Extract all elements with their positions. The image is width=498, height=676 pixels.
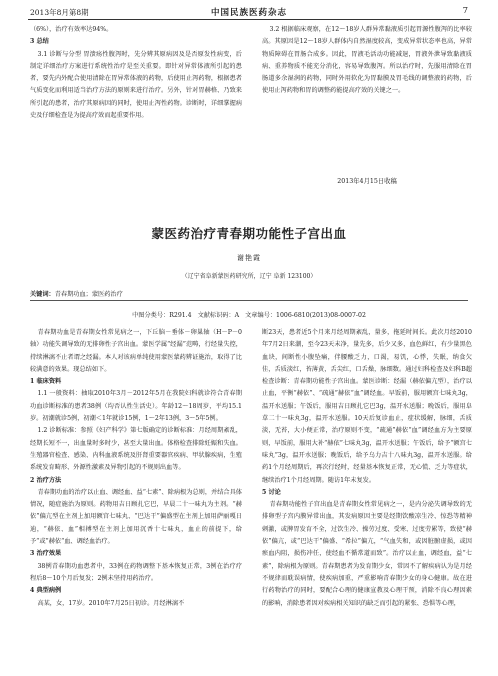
previous-article-right-column (262, 24, 472, 98)
document-code: 文献标识码：A (197, 312, 240, 319)
paragraph: 高某，女，17岁。2010年7月25日初诊。月经淋漓不 (37, 599, 185, 607)
section-heading: 4 典型病例 (30, 587, 62, 595)
article-title: 蒙医药治疗青春期功能性子宫出血 (151, 226, 347, 241)
paragraph: 3.2 根据临床观察，在12～18岁人群异常黏液质引起胃源性腹泻的比率较高。其原因是12～18岁人群体内自然湿度较高，变成异常状态率也高，异常物质障碍在胃肠合成多。因此，胃液毛活动功能减退，胃液外泄导致黏液质病、重养物质不能充分消化，容易导致腹泻。所以治疗时，先服用清除在胃肠道多余湿润的药物，同时外用软化为胃黏膜及胃毛线的调整液的药物，后使用止泻药物和胃的调整药能提高疗效的关键之一。 (262, 26, 472, 95)
previous-article-left-column (30, 24, 242, 122)
keywords-rule (30, 300, 468, 301)
article-right-column (262, 327, 472, 610)
received-date: 2013年4月15日收稿 (337, 178, 397, 185)
section-heading: 3 总结 (30, 38, 49, 46)
running-header (0, 0, 498, 22)
issue-date: 2013年8月第8期 (30, 8, 89, 17)
paragraph: 1.2 诊断标准：参照《妇产科学》第七版确定的诊断标准：月经周期紊乱，经期长短不一，出血量时多时少，甚至大量出血。体格检查排除妊娠和失血。生殖器官检查、感染、内科血液系统及肝肾重要器官疾病、甲状腺疾病，生殖系统发育畸形、外源性激素及异物引起的不规则出血等。 (30, 427, 242, 472)
article-id: 文章编号：1006-6810(2013)08-0007-02 (245, 312, 366, 319)
paragraph: （6%），治疗有效率达94%。 (30, 26, 113, 33)
article-left-column (30, 327, 242, 610)
author-affiliation: （辽宁省阜新蒙医药研究所，辽宁 阜新 123100） (181, 273, 317, 280)
paragraph: 青春期功血是青春期女性常见病之一，下丘脑－垂体－卵巢轴（H－P－0轴）功能失调导致的无排卵性子宫出血。蒙医学属“经漏”范畴，行经量失控，持续淋漓不止者谓之经漏。本人对该病单纯使用蒙医蒙药辨证施治，取得了比较满意的效果。现总结如下。 (30, 329, 242, 373)
paragraph: 38例青春期功血患者中，33例在药物调整下基本恢复正常，3例在治疗疗程后8～10个月后复发；2例未坚持用药治疗。 (30, 562, 242, 582)
keywords-text: 青春期功血；蒙医药治疗 (54, 291, 123, 298)
paragraph: 青春期功血的治疗以止血、调经血、益“七素”、除病根为总则，并结合具体情况，随症施治为原则。药物用吉日顾扎它巴，早晨二十一味丸为主剂。“赫依”偏亢型在主剂上加用额宫七味丸、“巴达干”偏盛型在主剂上加用萨丽嘎日迪，“赫依、血”相搏型在主剂上加用沉香十七味丸，血止的前提下，给予“或”赫依“血、调经血治疗。 (30, 488, 242, 546)
section-heading: 2 治疗方法 (30, 476, 62, 484)
paragraph: 1.1 一般资料：抽取2010年3月－2012年5月在我院妇科就诊符合青春期功血诊断标准的患者38例（均否认性生活史）。年龄12～18周岁，平均15.1岁。初潮就诊5例，初潮＜1年就诊15例，1～2年13例，3～5年5例。 (30, 390, 242, 423)
keywords-line (30, 289, 123, 298)
section-heading: 5 讨论 (262, 488, 281, 496)
paragraph: 3.1 诊断与分型 胃溃疡性腹泻时，先分辨其原病因及是否原发性病变，后制定详细治疗方案进行系统性治疗是至关重要。即针对异常体液所引起的患者，要先内外配合使用清除在胃异常体液的药物，后使用止泻药物，根据患者气质变化而利用适当治疗方法的原则来进行治疗。另外，针对胃赫格、乃致来所引起的患者，治疗其原病因的同时，使用止泻性药物。诊断时，详细掌握病史及仔细检查是为提高疗效而起重要作用。 (30, 50, 242, 120)
page-number: 7 (462, 6, 468, 16)
clc-number: 中图分类号：R291.4 (132, 312, 192, 319)
paragraph: 断23天，患者近5个月来月经周期紊乱，量多，拖延时间长。此次月经2010年7月2日来潮，至今23天未净，量先多，后少又多，血色鲜红，有少量黑色血块，间断性小腹坠痛，伴腰酸乏力，口渴，易饥，心悸，失眠，纳食欠佳，舌质淡红，苔薄黄，舌尖红，口舌燥，脉细数。通过妇科检查及妇科B超检查诊断：青春期功能性子宫出血。蒙医诊断：经漏（赫依偏亢型），治疗以止血，平衡“赫依”、“疏通”赫依“血”调经血。早饭前，服用额宫七味丸3g，温开水送服；午饭后，服用吉日顾扎它巴3g，温开水送服；晚饭后，服用阜草二十一味丸3g，温开水送服。10天后复诊血止，症状缓解，脉细，舌质淡，无苔，大小便正常，治疗原则不变，“疏通”赫依“血”调经血方为主要原则，早饭前，服用大补“赫依”七味丸3g，温开水送服；午饭后，给予“额宫七味丸”3g，温开水送服；晚饭后，给予乌力吉十八味丸3g，温开水送服。给药1个月经周期后，再次行经时，经量基本恢复正常，无心慌、乏力等症状，继续治疗1个月经周期。随访1年未复发。 (262, 329, 472, 484)
classification-row (0, 310, 498, 319)
author-name: 谢艳霞 (237, 254, 261, 262)
journal-name: 中国民族医药杂志 (210, 8, 287, 18)
header-rule (28, 19, 470, 20)
paragraph: 青春期功能性子宫出血是青春期女性常见病之一，是内分泌失调导致的无排卵型子宫内膜异常出血，其发病原因主要是经期饮酸凉生冷、惊恐等精神刺激，或脾胃发育不全，过饮生冷、操劳过度、受寒、过度劳累等，致使“赫依”偏亢，或“巴达干”偏盛、“希拉”偏亢，“气血失和，或因脏腑虚损，或因瘀血内阻，损伤冲任，使经血不循常道而致”。治疗以止血，调经血，益“七素”，除病根为原则。青春期患者为发育期少女，常因不了解疾病认为是月经不规律而耽误病情，使疾病加重，严重影响青春期少女的身心健康。故在进行药物治疗的同时，要配合心理的健康宣教及心理干预，消除不良心理因素的影响，消除患者因对疾病相关知识的缺乏而引起的紧张、恐惧等心理， (262, 501, 472, 607)
section-heading: 1 临床资料 (30, 378, 62, 386)
section-heading: 3 治疗效果 (30, 550, 62, 558)
keywords-label: 关键词： (30, 291, 55, 298)
